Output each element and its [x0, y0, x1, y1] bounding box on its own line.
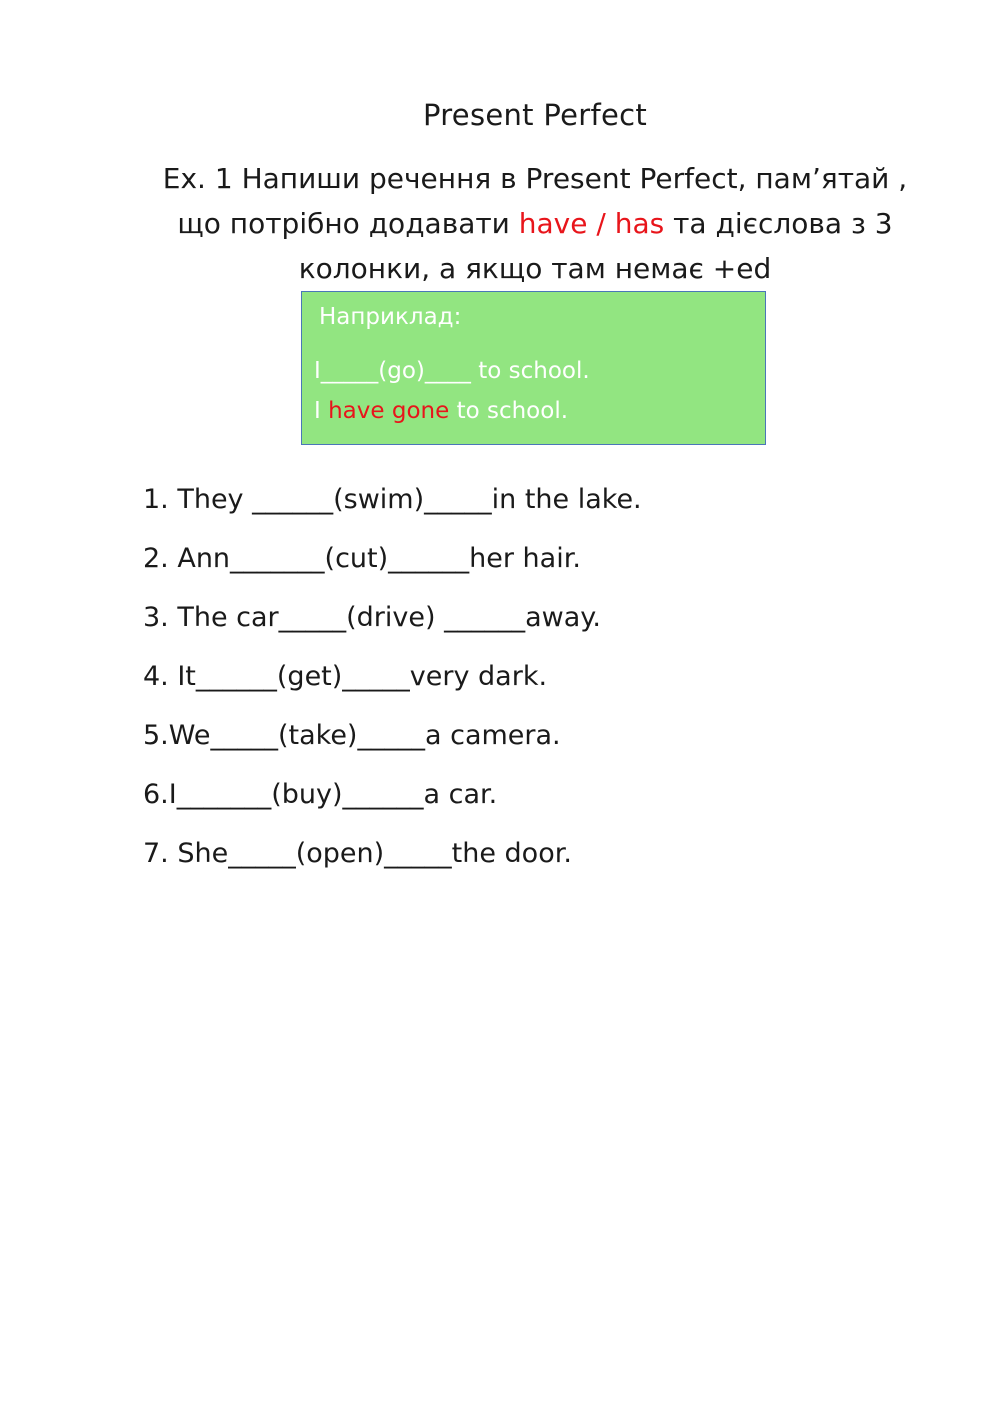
example-heading: Наприклад:: [319, 304, 462, 330]
example-box: [301, 291, 766, 445]
example-answer-end: to school.: [449, 398, 569, 424]
exercise-item: 5.We_____(take)_____a camera.: [143, 720, 561, 751]
example-answer-highlight: have gone: [328, 398, 450, 424]
example-answer-start: I: [314, 398, 329, 424]
exercise-item: 1. They ______(swim)_____in the lake.: [143, 484, 642, 515]
exercise-item: 3. The car_____(drive) ______away.: [143, 602, 601, 633]
exercise-item: 7. She_____(open)_____the door.: [143, 838, 572, 869]
example-task-line: I_____(go)____ to school.: [314, 358, 590, 384]
instruction-highlight: have / has: [518, 207, 665, 240]
example-answer-line: [314, 398, 568, 424]
instruction-text-end: та дієслова з 3 колонки, а якщо там немає +ed: [298, 207, 893, 285]
exercise-instruction: [150, 156, 920, 291]
instruction-text-start: Ex. 1 Напиши речення в Present Perfect, пам’ятай , що потрібно додавати: [162, 162, 908, 240]
page-title: Present Perfect: [422, 98, 648, 132]
exercise-item: 4. It______(get)_____very dark.: [143, 661, 548, 692]
exercise-item: 2. Ann_______(cut)______her hair.: [143, 543, 581, 574]
exercise-item: 6.I_______(buy)______a car.: [143, 779, 498, 810]
exercise-list: [143, 484, 642, 897]
